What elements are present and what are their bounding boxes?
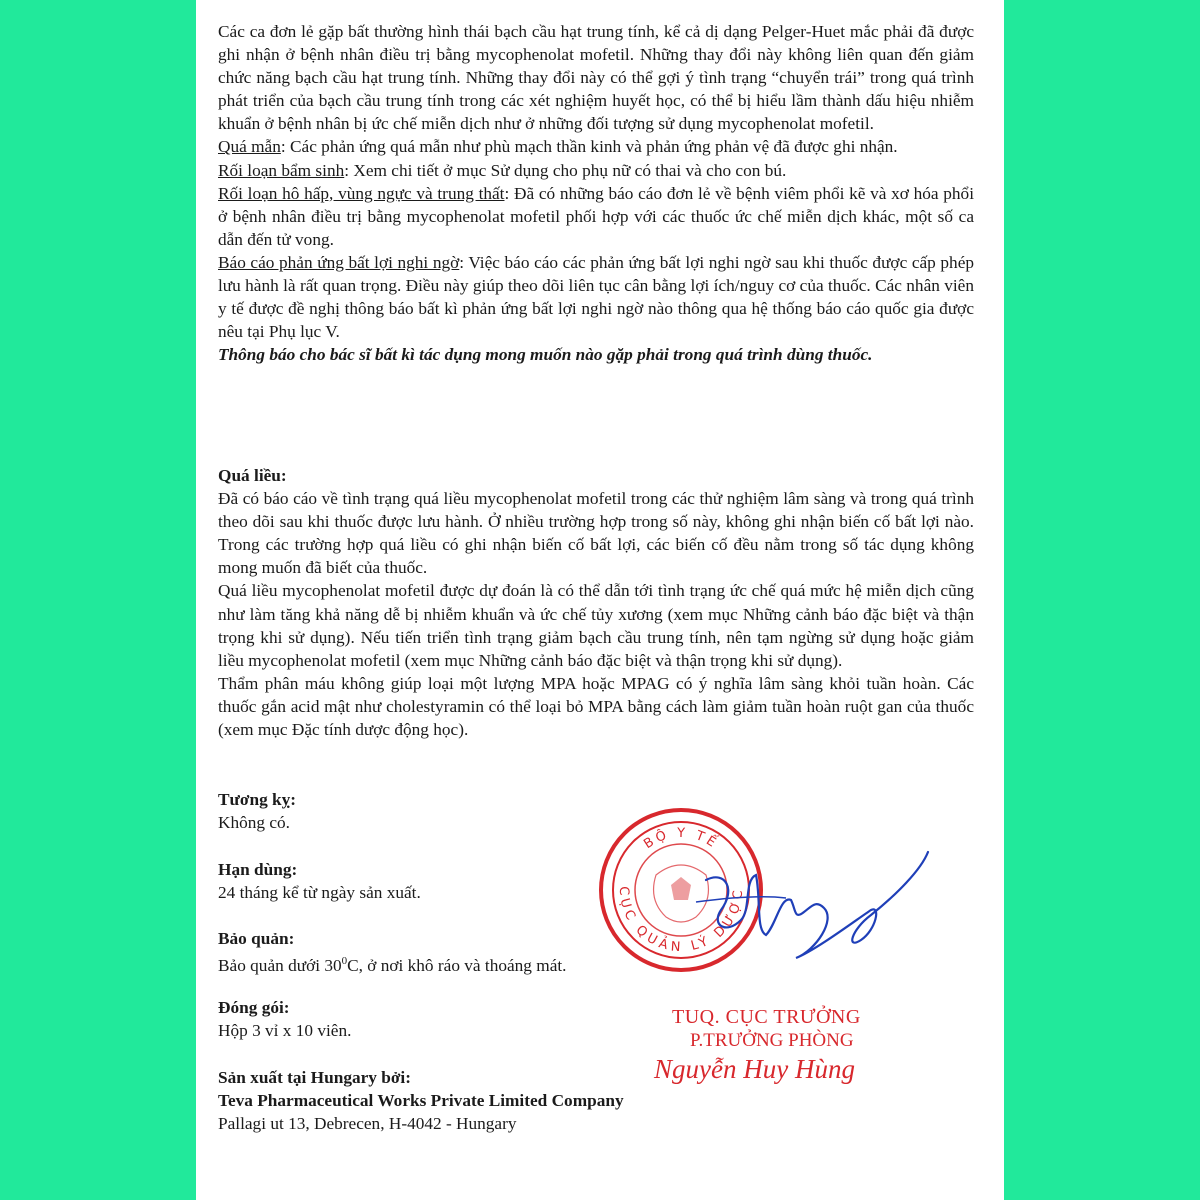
shelf-life-text: 24 tháng kể từ ngày sản xuất. xyxy=(218,883,421,902)
paragraph-congenital xyxy=(218,159,974,182)
svg-text:CỤC QUẢN LÝ DƯỢC: CỤC QUẢN LÝ DƯỢC xyxy=(615,885,747,956)
overdose-paragraph-2: Quá liều mycophenolat mofetil được dự đoán là có thể dẫn tới tình trạng ức chế quá mức hệ miễn dịch cũng như làm tăng khả năng dễ bị nhiễm khuẩn và ức chế tủy xương (xem mục Những cảnh báo đặc biệt và thận trọng khi sử dụng). Nếu tiến triển tình trạng giảm bạch cầu trung tính, nên tạm ngừng sử dụng hoặc giảm liều mycophenolat mofetil (xem mục Những cảnh báo đặc biệt và thận trọng khi sử dụng). xyxy=(218,581,974,670)
authority-title: TUQ. CỤC TRƯỞNG xyxy=(672,1006,861,1028)
svg-text:BỘ Y TẾ: BỘ Y TẾ xyxy=(641,825,721,853)
overdose-section xyxy=(218,464,974,741)
paragraph-neutrophil: Các ca đơn lẻ gặp bất thường hình thái bạch cầu hạt trung tính, kể cả dị dạng Pelger-Huet mắc phải đã được ghi nhận ở bệnh nhân điều trị bằng mycophenolat mofetil. Những thay đổi này không liên quan đến giảm chức năng bạch cầu hạt trung tính. Những thay đổi này có thể gợi ý tình trạng “chuyển trái” trong quá trình phát triển của bạch cầu trung tính trong các xét nghiệm huyết học, có thể bị hiểu lầm thành dấu hiệu nhiễm khuẩn ở bệnh nhân bị ức chế miễn dịch như ở những đối tượng sử dụng mycophenolat mofetil. xyxy=(218,22,974,134)
congenital-label: Rối loạn bẩm sinh xyxy=(218,160,345,180)
shelf-life-heading: Hạn dùng: xyxy=(218,860,298,879)
storage-text-end: C, ở nơi khô ráo và thoáng mát. xyxy=(347,955,567,975)
respiratory-text: : Đã có những báo cáo đơn lẻ về bệnh viêm phổi kẽ và xơ hóa phổi ở bệnh nhân điều trị bằng mycophenolat mofetil phối hợp với các thuốc ức chế miễn dịch khác, một số ca dẫn đến tử vong. xyxy=(218,183,974,249)
storage-heading: Bảo quản: xyxy=(218,929,295,948)
storage-section xyxy=(218,927,567,977)
manufacturer-heading: Sản xuất tại Hungary bởi: xyxy=(218,1068,411,1087)
storage-text xyxy=(218,950,567,977)
paragraph-hypersensitivity xyxy=(218,135,974,158)
respiratory-label: Rối loạn hô hấp, vùng ngực và trung thất xyxy=(218,183,505,203)
incompatibility-section xyxy=(218,788,296,834)
shelf-life-section xyxy=(218,858,421,904)
authority-subtitle: P.TRƯỞNG PHÒNG xyxy=(690,1030,854,1051)
paragraph-respiratory xyxy=(218,182,974,251)
packing-text: Hộp 3 vỉ x 10 viên. xyxy=(218,1021,352,1040)
signer-name: Nguyễn Huy Hùng xyxy=(654,1054,855,1084)
manufacturer-section xyxy=(218,1066,624,1135)
signature xyxy=(666,840,946,970)
manufacturer-company: Teva Pharmaceutical Works Private Limited Company xyxy=(218,1091,624,1110)
hypersensitivity-text: : Các phản ứng quá mẫn như phù mạch thần kinh và phản ứng phản vệ đã được ghi nhận. xyxy=(280,137,898,157)
packing-section xyxy=(218,996,351,1042)
doctor-notice: Thông báo cho bác sĩ bất kì tác dụng mong muốn nào gặp phải trong quá trình dùng thuốc. xyxy=(218,345,873,365)
side-effects-section xyxy=(218,20,974,366)
paragraph-reporting xyxy=(218,251,974,343)
hypersensitivity-label: Quá mẫn xyxy=(218,137,281,157)
storage-text-start: Bảo quản dưới 30 xyxy=(218,955,342,975)
overdose-paragraph-3: Thẩm phân máu không giúp loại một lượng MPA hoặc MPAG có ý nghĩa lâm sàng khỏi tuần hoàn. Các thuốc gắn acid mật như cholestyramin có thể loại bỏ MPA bằng cách làm giảm tuần hoàn ruột gan của thuốc (xem mục Đặc tính dược động học). xyxy=(218,673,974,740)
packing-heading: Đóng gói: xyxy=(218,998,290,1017)
reporting-label: Báo cáo phản ứng bất lợi nghi ngờ xyxy=(218,252,460,272)
manufacturer-address: Pallagi ut 13, Debrecen, H-4042 - Hungary xyxy=(218,1114,517,1133)
overdose-paragraph-1: Đã có báo cáo về tình trạng quá liều mycophenolat mofetil trong các thử nghiệm lâm sàng và trong quá trình theo dõi sau khi thuốc được lưu hành. Ở nhiều trường hợp trong số này, không ghi nhận biến cố bất lợi nào. Trong các trường hợp quá liều có ghi nhận biến cố bất lợi, các biến cố đều nằm trong số tác dụng không mong muốn đã biết của thuốc. xyxy=(218,489,974,578)
reporting-text: : Việc báo cáo các phản ứng bất lợi nghi ngờ sau khi thuốc được cấp phép lưu hành là rất quan trọng. Điều này giúp theo dõi liên tục cân bằng lợi ích/nguy cơ của thuốc. Các nhân viên y tế được đề nghị thông báo bất kì phản ứng bất lợi nghi ngờ nào thông qua hệ thống báo cáo quốc gia được nêu tại Phụ lục V. xyxy=(218,252,975,342)
document-page xyxy=(196,0,1004,1200)
congenital-text: : Xem chi tiết ở mục Sử dụng cho phụ nữ có thai và cho con bú. xyxy=(344,160,787,180)
storage-degree: 0 xyxy=(341,955,348,967)
overdose-heading: Quá liều: xyxy=(218,466,287,485)
incompatibility-heading: Tương kỵ: xyxy=(218,790,297,809)
incompatibility-text: Không có. xyxy=(218,813,290,832)
